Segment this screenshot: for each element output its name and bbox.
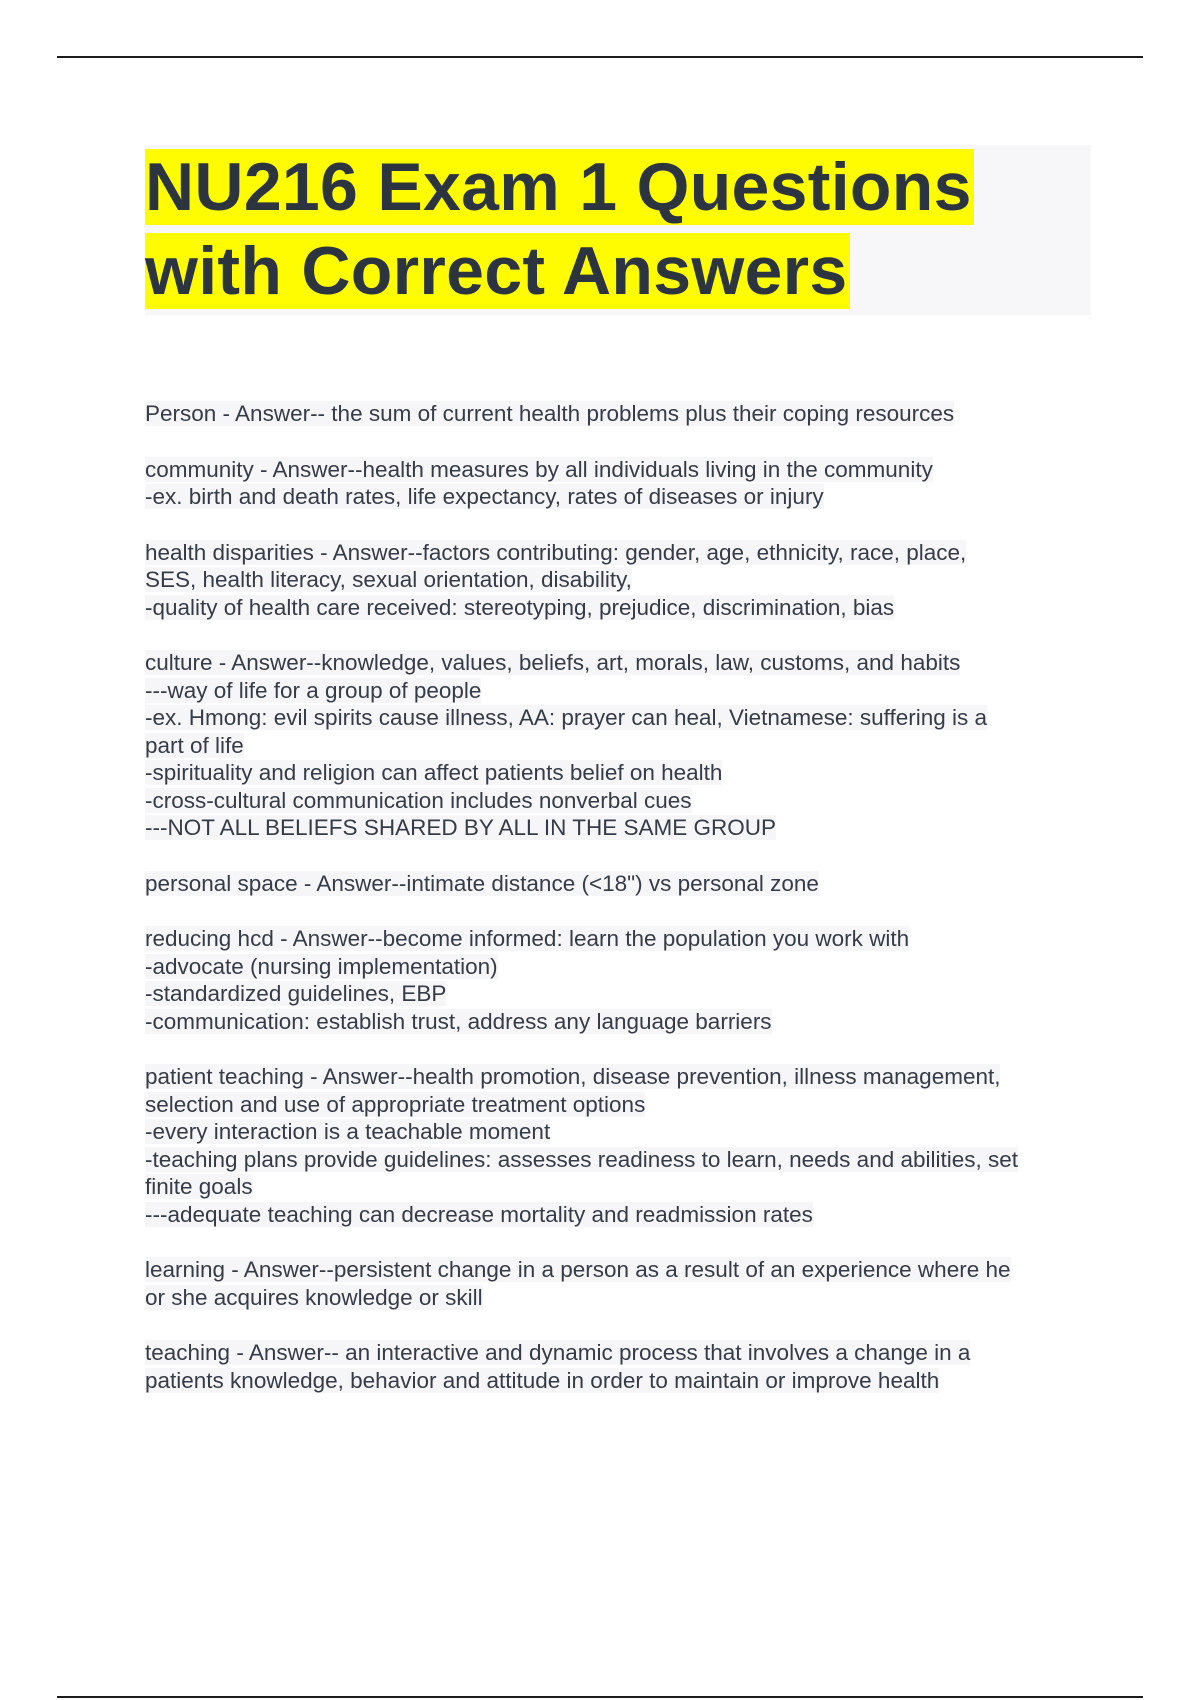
qa-detail-line <box>145 980 1095 1008</box>
qa-detail-line <box>145 594 1095 622</box>
qa-text: learning - Answer--persistent change in a person as a result of an experience where he <box>145 1257 1011 1282</box>
qa-entry <box>145 925 1095 1035</box>
qa-text: -communication: establish trust, address any language barriers <box>145 1008 772 1034</box>
qa-entry <box>145 1256 1095 1311</box>
qa-text: Person - Answer-- the sum of current health problems plus their coping resources <box>145 401 955 426</box>
qa-detail-line <box>145 814 1095 842</box>
qa-detail-line <box>145 1284 1095 1312</box>
qa-detail-line <box>145 677 1095 705</box>
qa-entry <box>145 456 1095 511</box>
qa-text: -every interaction is a teachable moment <box>145 1119 551 1144</box>
qa-entry <box>145 649 1095 842</box>
qa-text: patients knowledge, behavior and attitude in order to maintain or improve health <box>145 1367 940 1393</box>
qa-detail-line <box>145 1008 1095 1036</box>
qa-text: SES, health literacy, sexual orientation, disability, <box>145 567 632 592</box>
footer-rule <box>57 1696 1143 1698</box>
qa-text: health disparities - Answer--factors contributing: gender, age, ethnicity, race, place, <box>145 539 967 565</box>
qa-entry <box>145 1063 1095 1228</box>
page-title <box>145 145 1091 313</box>
qa-detail-line <box>145 1173 1095 1201</box>
qa-detail-line <box>145 1146 1095 1174</box>
qa-term-line <box>145 456 1095 484</box>
qa-text: ---way of life for a group of people <box>145 677 482 703</box>
qa-text: personal space - Answer--intimate distance (<18") vs personal zone <box>145 870 819 896</box>
qa-entry <box>145 1339 1095 1394</box>
qa-term-line <box>145 539 1095 567</box>
header-rule <box>57 56 1143 58</box>
title-line: NU216 Exam 1 Questions <box>145 149 972 225</box>
qa-text: or she acquires knowledge or skill <box>145 1284 483 1310</box>
qa-entry <box>145 539 1095 622</box>
qa-term-line <box>145 1339 1095 1367</box>
qa-detail-line <box>145 704 1095 732</box>
qa-entry-list <box>145 400 1095 1422</box>
qa-detail-line <box>145 787 1095 815</box>
qa-term-line <box>145 649 1095 677</box>
qa-text: culture - Answer--knowledge, values, beliefs, art, morals, law, customs, and habits <box>145 650 961 675</box>
qa-entry <box>145 870 1095 898</box>
qa-detail-line <box>145 1118 1095 1146</box>
qa-detail-line <box>145 759 1095 787</box>
qa-text: -ex. Hmong: evil spirits cause illness, AA: prayer can heal, Vietnamese: suffering is a <box>145 705 988 730</box>
qa-text: -teaching plans provide guidelines: assesses readiness to learn, needs and abilities, set <box>145 1146 1019 1172</box>
qa-detail-line <box>145 1201 1095 1229</box>
qa-term-line <box>145 925 1095 953</box>
qa-term-line <box>145 400 1095 428</box>
qa-text: selection and use of appropriate treatment options <box>145 1091 646 1117</box>
qa-text: reducing hcd - Answer--become informed: learn the population you work with <box>145 926 910 951</box>
qa-text: -advocate (nursing implementation) <box>145 953 498 979</box>
qa-text: community - Answer--health measures by all individuals living in the community <box>145 456 933 482</box>
qa-text: -standardized guidelines, EBP <box>145 981 447 1006</box>
qa-term-line <box>145 1256 1095 1284</box>
qa-detail-line <box>145 483 1095 511</box>
qa-text: -spirituality and religion can affect patients belief on health <box>145 760 723 785</box>
qa-text: patient teaching - Answer--health promotion, disease prevention, illness management, <box>145 1064 1001 1089</box>
qa-detail-line <box>145 1367 1095 1395</box>
qa-detail-line <box>145 732 1095 760</box>
qa-detail-line <box>145 566 1095 594</box>
qa-text: -quality of health care received: stereotyping, prejudice, discrimination, bias <box>145 594 895 620</box>
qa-term-line <box>145 1063 1095 1091</box>
qa-detail-line <box>145 953 1095 981</box>
qa-text: ---adequate teaching can decrease mortality and readmission rates <box>145 1201 813 1227</box>
qa-entry <box>145 400 1095 428</box>
qa-text: teaching - Answer-- an interactive and dynamic process that involves a change in a <box>145 1340 971 1365</box>
qa-text: part of life <box>145 732 244 758</box>
qa-text: finite goals <box>145 1174 253 1199</box>
qa-text: -ex. birth and death rates, life expectancy, rates of diseases or injury <box>145 484 824 509</box>
title-block <box>145 145 1091 315</box>
qa-term-line <box>145 870 1095 898</box>
qa-detail-line <box>145 1091 1095 1119</box>
qa-text: -cross-cultural communication includes nonverbal cues <box>145 787 692 813</box>
qa-text: ---NOT ALL BELIEFS SHARED BY ALL IN THE SAME GROUP <box>145 815 777 840</box>
title-line: with Correct Answers <box>145 233 848 309</box>
